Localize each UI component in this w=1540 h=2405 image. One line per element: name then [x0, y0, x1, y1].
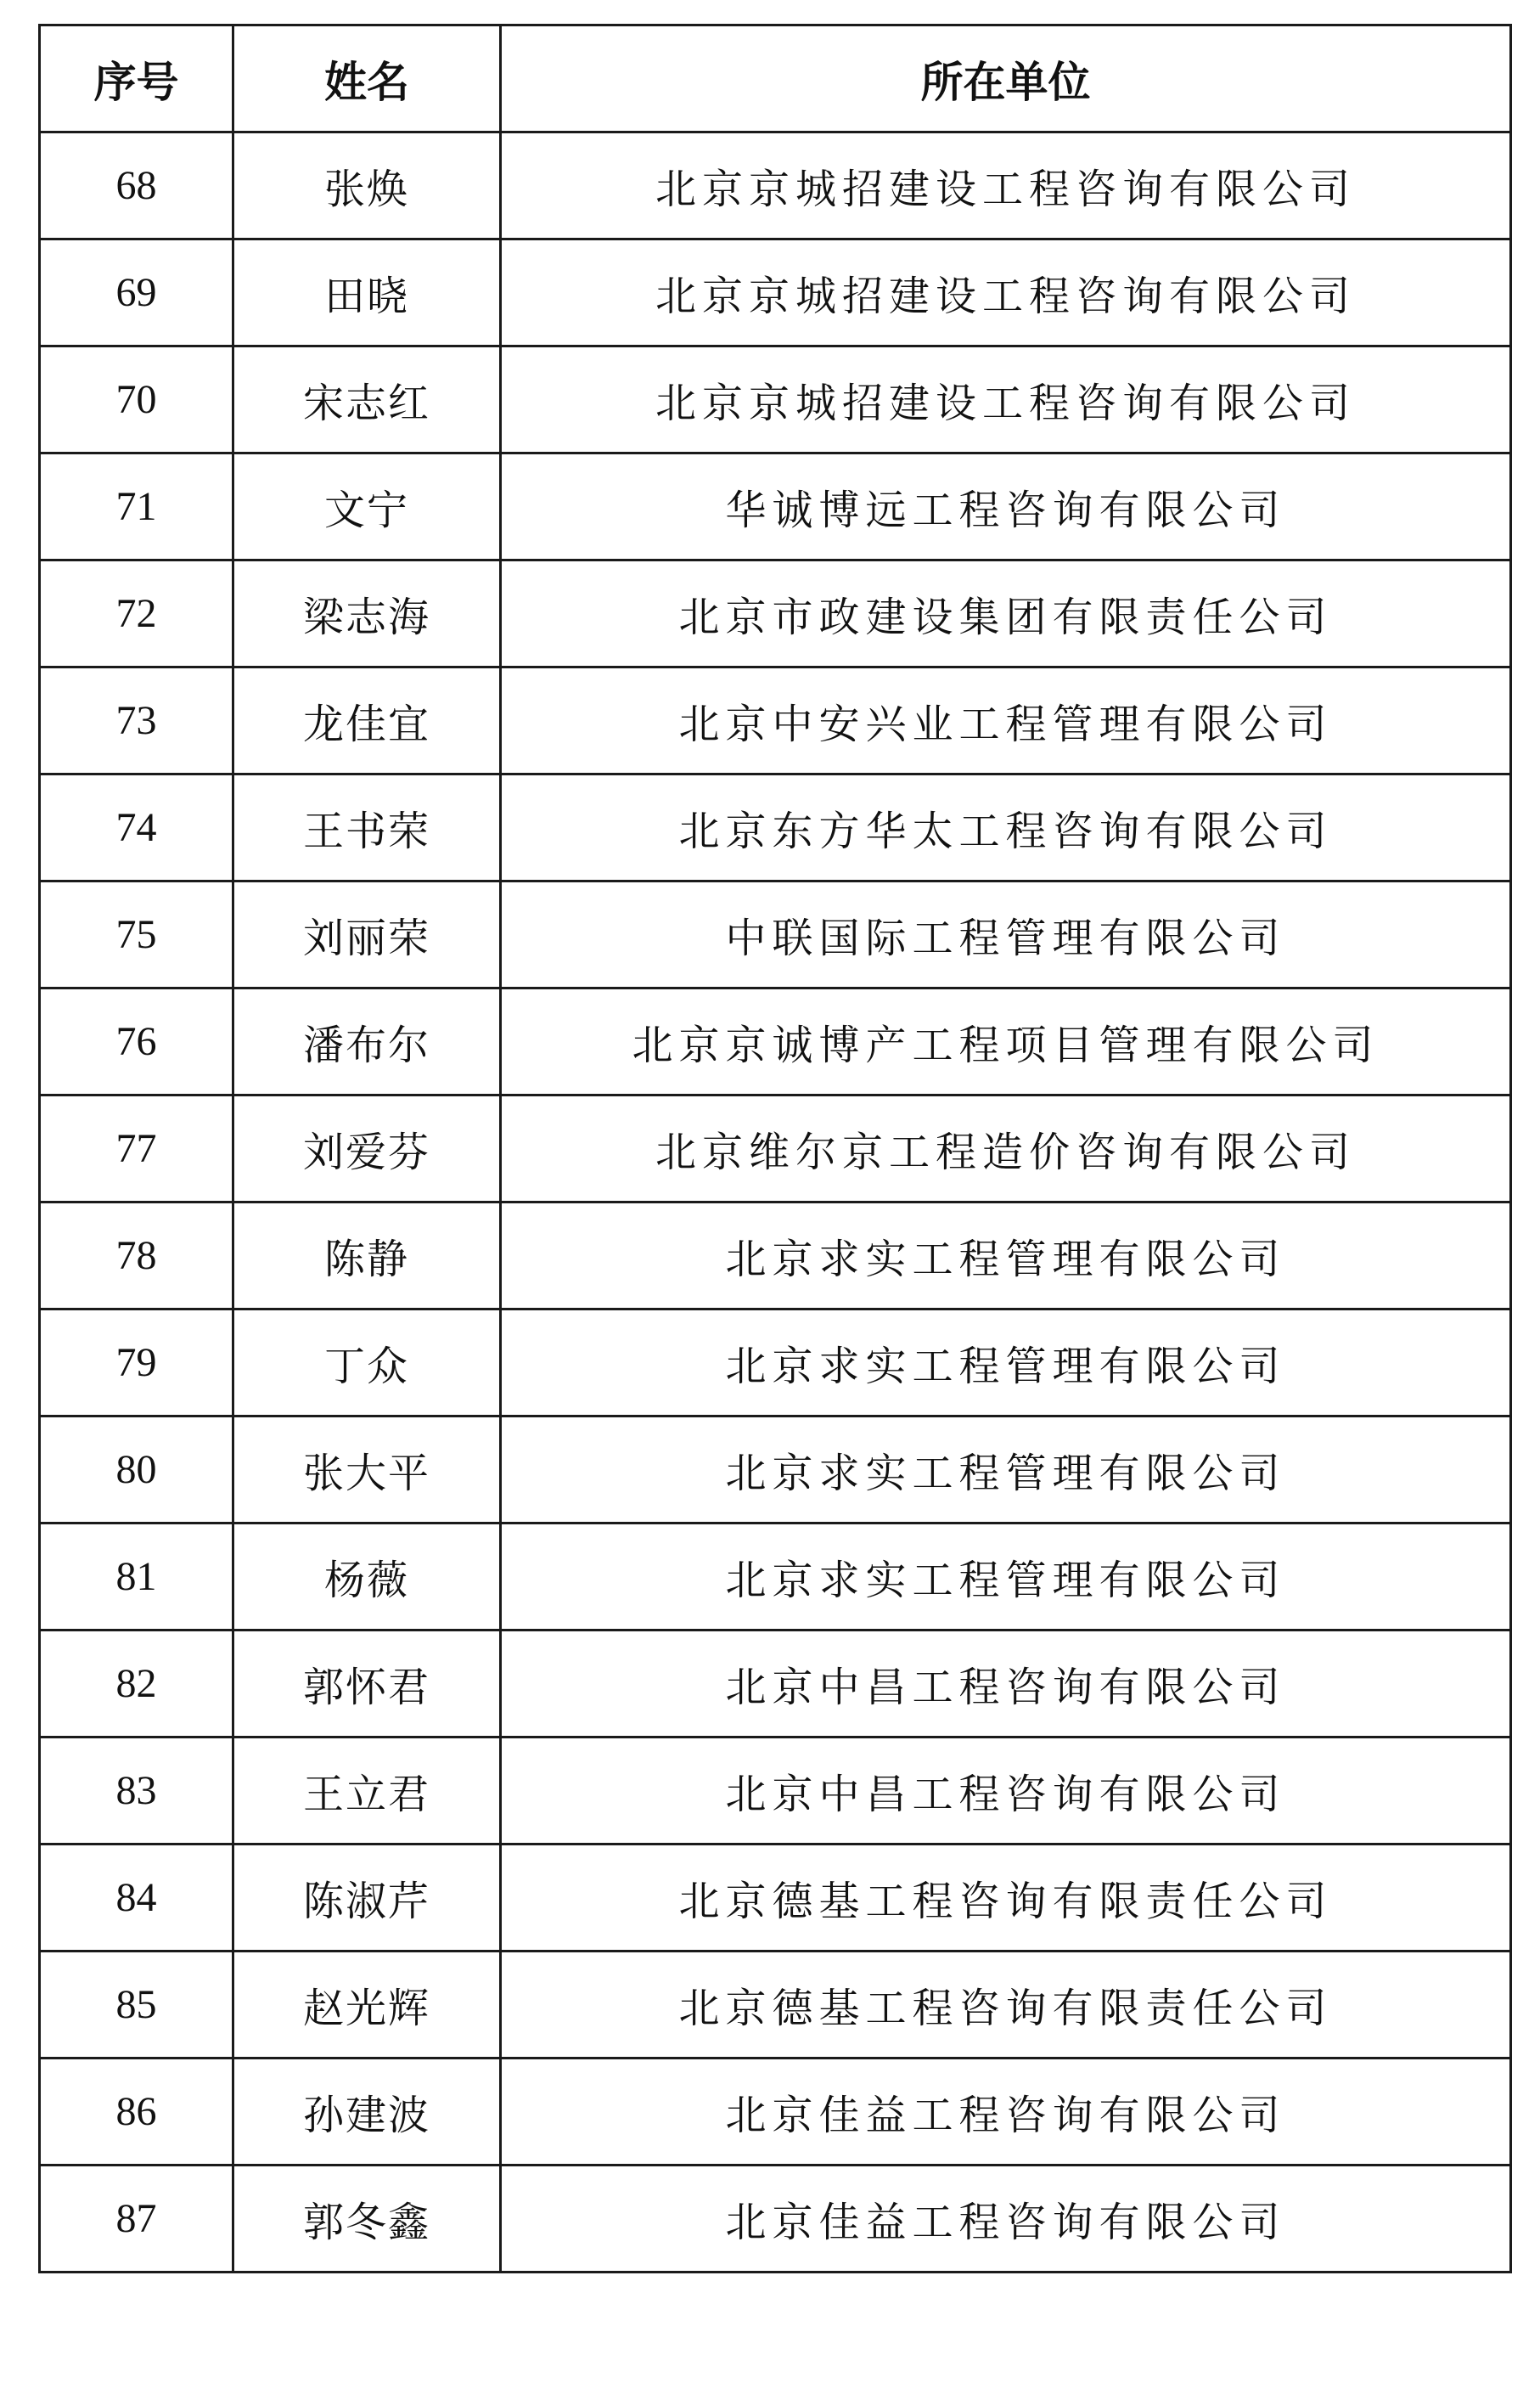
header-organization: 所在单位 — [501, 25, 1511, 132]
row-organization: 中联国际工程管理有限公司 — [501, 881, 1511, 988]
table-row — [40, 1310, 1511, 1417]
table-row — [40, 239, 1511, 346]
table-row — [40, 1095, 1511, 1202]
row-organization: 北京东方华太工程咨询有限公司 — [501, 774, 1511, 881]
row-index: 76 — [40, 988, 233, 1095]
table-row — [40, 560, 1511, 667]
row-organization: 北京求实工程管理有限公司 — [501, 1202, 1511, 1310]
header-row — [40, 25, 1511, 132]
row-name: 文宁 — [233, 453, 501, 560]
row-name: 赵光辉 — [233, 1952, 501, 2059]
table-row — [40, 1202, 1511, 1310]
row-index: 75 — [40, 881, 233, 988]
row-organization: 北京京城招建设工程咨询有限公司 — [501, 239, 1511, 346]
row-index: 83 — [40, 1738, 233, 1845]
row-name: 宋志红 — [233, 346, 501, 453]
row-name: 郭怀君 — [233, 1631, 501, 1738]
table-row — [40, 132, 1511, 239]
row-organization: 北京求实工程管理有限公司 — [501, 1310, 1511, 1417]
table-row — [40, 1631, 1511, 1738]
row-index: 84 — [40, 1845, 233, 1952]
row-name: 田晓 — [233, 239, 501, 346]
row-index: 71 — [40, 453, 233, 560]
row-index: 78 — [40, 1202, 233, 1310]
row-name: 杨薇 — [233, 1524, 501, 1631]
roster-table — [38, 24, 1512, 2273]
table-body — [40, 132, 1511, 2273]
row-index: 81 — [40, 1524, 233, 1631]
row-index: 79 — [40, 1310, 233, 1417]
table-row — [40, 1738, 1511, 1845]
table-header — [40, 25, 1511, 132]
row-name: 陈淑芹 — [233, 1845, 501, 1952]
table-row — [40, 1952, 1511, 2059]
row-organization: 北京市政建设集团有限责任公司 — [501, 560, 1511, 667]
table-row — [40, 774, 1511, 881]
header-index: 序号 — [40, 25, 233, 132]
row-name: 潘布尔 — [233, 988, 501, 1095]
header-name: 姓名 — [233, 25, 501, 132]
row-name: 张大平 — [233, 1417, 501, 1524]
table-row — [40, 1524, 1511, 1631]
row-index: 86 — [40, 2059, 233, 2166]
row-name: 刘爱芬 — [233, 1095, 501, 1202]
row-index: 72 — [40, 560, 233, 667]
row-index: 73 — [40, 667, 233, 774]
row-name: 丁众 — [233, 1310, 501, 1417]
row-name: 梁志海 — [233, 560, 501, 667]
roster-sheet — [38, 24, 1509, 2273]
table-row — [40, 346, 1511, 453]
row-organization: 北京京城招建设工程咨询有限公司 — [501, 346, 1511, 453]
row-name: 郭冬鑫 — [233, 2166, 501, 2273]
row-name: 王书荣 — [233, 774, 501, 881]
row-index: 85 — [40, 1952, 233, 2059]
row-organization: 北京中昌工程咨询有限公司 — [501, 1631, 1511, 1738]
table-row — [40, 2059, 1511, 2166]
row-index: 80 — [40, 1417, 233, 1524]
row-name: 龙佳宜 — [233, 667, 501, 774]
row-organization: 北京佳益工程咨询有限公司 — [501, 2166, 1511, 2273]
row-name: 刘丽荣 — [233, 881, 501, 988]
row-organization: 北京维尔京工程造价咨询有限公司 — [501, 1095, 1511, 1202]
row-organization: 北京京诚博产工程项目管理有限公司 — [501, 988, 1511, 1095]
table-row — [40, 667, 1511, 774]
row-index: 82 — [40, 1631, 233, 1738]
row-index: 70 — [40, 346, 233, 453]
row-name: 孙建波 — [233, 2059, 501, 2166]
row-organization: 北京中昌工程咨询有限公司 — [501, 1738, 1511, 1845]
table-row — [40, 881, 1511, 988]
row-organization: 北京德基工程咨询有限责任公司 — [501, 1845, 1511, 1952]
row-organization: 华诚博远工程咨询有限公司 — [501, 453, 1511, 560]
row-organization: 北京求实工程管理有限公司 — [501, 1417, 1511, 1524]
row-organization: 北京中安兴业工程管理有限公司 — [501, 667, 1511, 774]
row-organization: 北京佳益工程咨询有限公司 — [501, 2059, 1511, 2166]
row-index: 87 — [40, 2166, 233, 2273]
row-index: 77 — [40, 1095, 233, 1202]
table-row — [40, 453, 1511, 560]
row-name: 张焕 — [233, 132, 501, 239]
row-organization: 北京求实工程管理有限公司 — [501, 1524, 1511, 1631]
row-index: 69 — [40, 239, 233, 346]
table-row — [40, 1417, 1511, 1524]
row-index: 74 — [40, 774, 233, 881]
table-row — [40, 988, 1511, 1095]
table-row — [40, 2166, 1511, 2273]
row-index: 68 — [40, 132, 233, 239]
table-row — [40, 1845, 1511, 1952]
row-organization: 北京京城招建设工程咨询有限公司 — [501, 132, 1511, 239]
row-name: 王立君 — [233, 1738, 501, 1845]
row-name: 陈静 — [233, 1202, 501, 1310]
row-organization: 北京德基工程咨询有限责任公司 — [501, 1952, 1511, 2059]
